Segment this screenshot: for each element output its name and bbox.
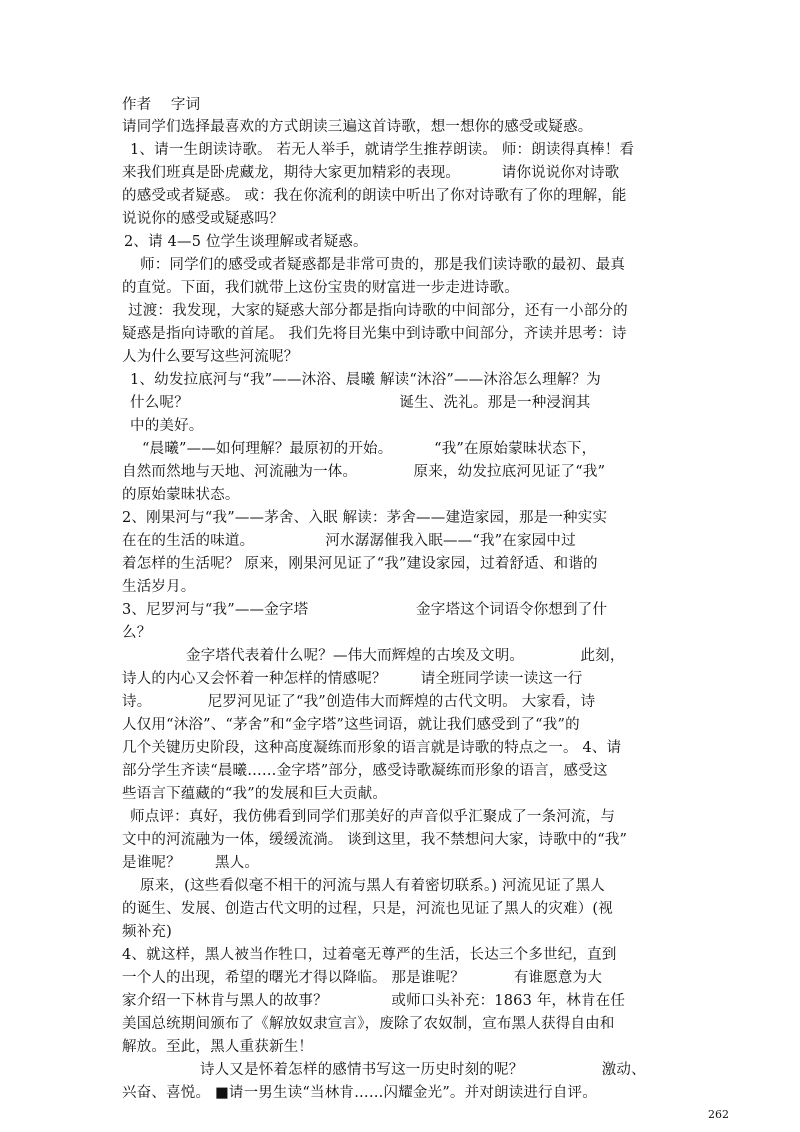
text-line: 的诞生、发展、创造古代文明的过程，只是，河流也见证了黑人的灾难）(视 <box>122 901 613 917</box>
text-line: 些语言下蕴藏的“我”的发展和巨大贡献。 <box>122 786 388 802</box>
text-line: 着怎样的生活呢？ 原来，刚果河见证了“我”建设家园，过着舒适、和谐的 <box>122 556 598 572</box>
text-line: 1、请一生朗读诗歌。 若无人举手，就请学生推荐朗读。 师：朗读得真棒！看 <box>130 142 635 158</box>
text-line: 2、请 4—5 位学生谈理解或者疑惑。 <box>124 234 368 250</box>
text-line: 师：同学们的感受或者疑惑都是非常可贵的，那是我们读诗歌的最初、最真 <box>140 257 626 273</box>
text-line: 来我们班真是卧虎藏龙，期待大家更加精彩的表现。 请你说说你对诗歌 <box>122 165 620 181</box>
text-line: 什么呢？ 诞生、洗礼。那是一种浸润其 <box>130 395 591 411</box>
text-line: 家介绍一下林肯与黑人的故事？ 或师口头补充：1863 年，林肯在任 <box>122 993 626 1009</box>
text-line: 诗人的内心又会怀着一种怎样的情感呢？ 请全班同学读一读这一行 <box>122 671 583 687</box>
text-line: 人仅用“沐浴”、“茅舍”和“金字塔”这些词语，就让我们感受到了“我”的 <box>122 717 580 733</box>
text-line: 过渡：我发现，大家的疑惑大部分都是指向诗歌的中间部分，还有一小部分的 <box>128 303 628 319</box>
text-line: 4、就这样，黑人被当作牲口，过着毫无尊严的生活，长达三个多世纪，直到 <box>122 947 617 963</box>
text-line: 自然而然地与天地、河流融为一体。 原来，幼发拉底河见证了“我” <box>122 464 606 480</box>
text-line: 频补充) <box>122 924 172 940</box>
text-line: 么？ <box>122 625 152 641</box>
page-number: 262 <box>708 1108 729 1121</box>
text-line: 诗人又是怀着怎样的感情书写这一历史时刻的呢？ 激动、 <box>200 1062 646 1078</box>
text-line: 作者 字词 <box>122 97 201 113</box>
text-line: 生活岁月。 <box>122 579 196 595</box>
text-line: 的直觉。下面，我们就带上这份宝贵的财富进一步走进诗歌。 <box>122 280 519 296</box>
text-line: 在在的生活的味道。 河水潺潺催我入眠——“我”在家园中过 <box>122 533 576 549</box>
text-line: 美国总统期间颁布了《解放奴隶宣言》，废除了农奴制，宣布黑人获得自由和 <box>122 1016 615 1032</box>
text-line: 解放。至此，黑人重获新生！ <box>122 1039 314 1055</box>
text-line: 的感受或者疑惑。 或：我在你流利的朗读中听出了你对诗歌有了你的理解，能 <box>122 188 627 204</box>
text-line: 请同学们选择最喜欢的方式朗读三遍这首诗歌，想一想你的感受或疑惑。 <box>122 119 593 135</box>
text-line: 部分学生齐读“晨曦……金字塔”部分，感受诗歌凝练而形象的语言，感受这 <box>122 763 608 779</box>
text-line: 1、幼发拉底河与“我”——沐浴、晨曦 解读“沐浴”——沐浴怎么理解？为 <box>130 372 601 388</box>
text-line: 原来，(这些看似毫不相干的河流与黑人有着密切联系。) 河流见证了黑人 <box>140 878 605 894</box>
text-line: 文中的河流融为一体，缓缓流淌。 谈到这里，我不禁想问大家，诗歌中的“我” <box>122 832 628 848</box>
text-line: 说说你的感受或疑惑吗？ <box>122 211 284 227</box>
text-line: “晨曦”——如何理解？最原初的开始。 “我”在原始蒙昧状态下， <box>142 441 597 457</box>
text-line: 中的美好。 <box>130 418 204 434</box>
text-line: 师点评：真好，我仿佛看到同学们那美好的声音似乎汇聚成了一条河流，与 <box>130 809 616 825</box>
text-line: 3、尼罗河与“我”——金字塔 金字塔这个词语令你想到了什 <box>122 602 608 618</box>
text-line: 诗。 尼罗河见证了“我”创造伟大而辉煌的古代文明。 大家看，诗 <box>122 694 596 710</box>
text-line: 兴奋、喜悦。 ■请一男生读“当林肯……闪耀金光”。并对朗读进行自评。 <box>122 1085 597 1101</box>
text-line: 2、刚果河与“我”——茅舍、入眠 解读：茅舍——建造家园，那是一种实实 <box>122 510 608 526</box>
text-line: 几个关键历史阶段，这种高度凝练而形象的语言就是诗歌的特点之一。 4、请 <box>122 740 622 756</box>
text-line: 金字塔代表着什么呢？—伟大而辉煌的古埃及文明。 此刻， <box>186 648 625 664</box>
text-line: 是谁呢？ 黑人。 <box>122 855 260 871</box>
text-line: 一个人的出现，希望的曙光才得以降临。 那是谁呢？ 有谁愿意为大 <box>122 970 603 986</box>
text-line: 疑惑是指向诗歌的首尾。 我们先将目光集中到诗歌中间部分，齐读并思考：诗 <box>122 326 627 342</box>
text-line: 的原始蒙昧状态。 <box>122 487 240 503</box>
text-line: 人为什么要写这些河流呢？ <box>122 349 299 365</box>
